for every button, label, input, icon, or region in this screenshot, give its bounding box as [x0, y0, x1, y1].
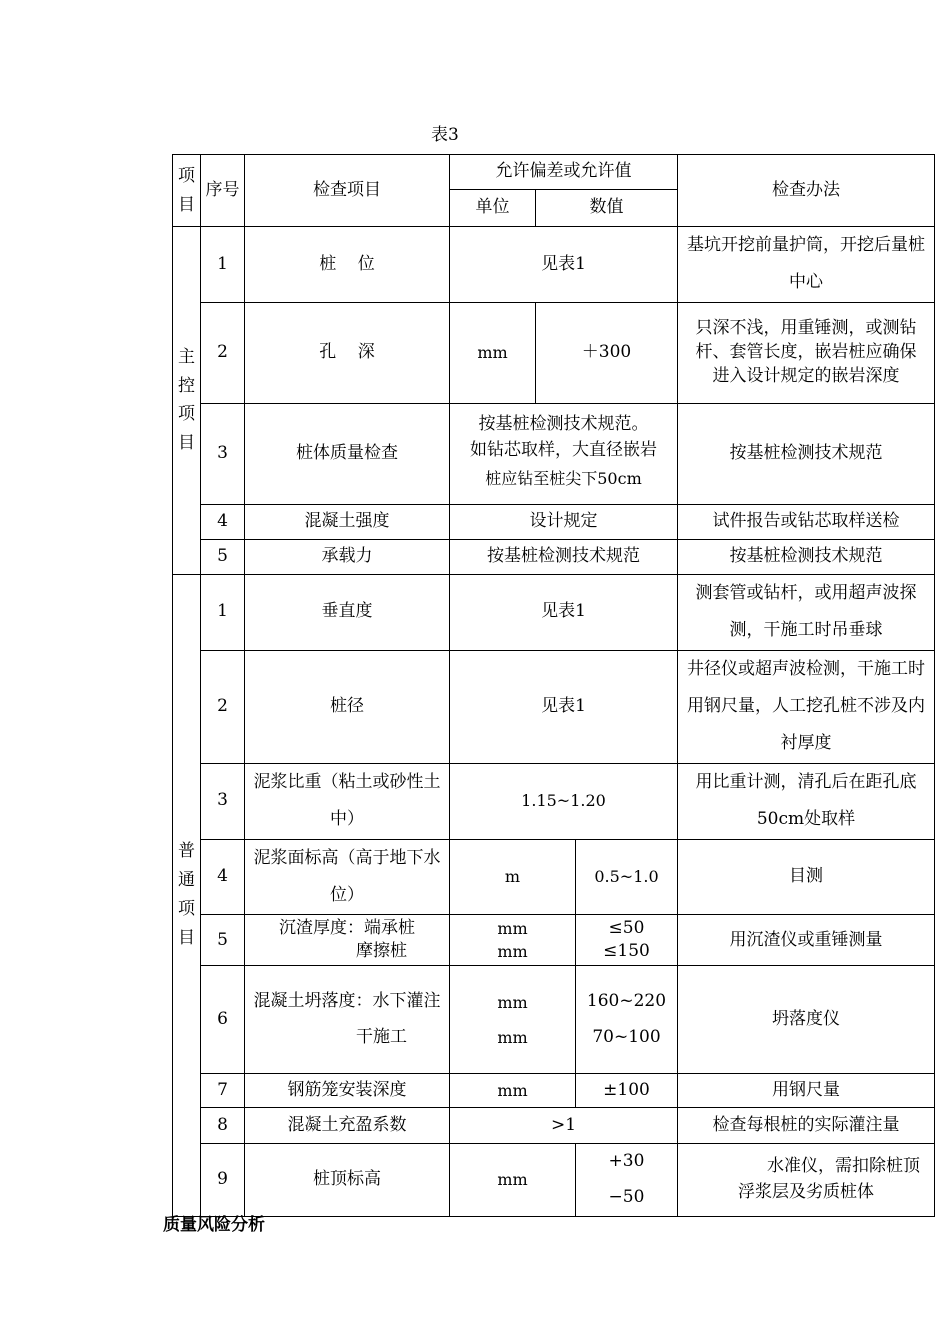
item-cell: 桩顶标高 — [245, 1144, 450, 1216]
table-row — [173, 966, 935, 1074]
value-cell — [576, 1144, 678, 1216]
item-cell — [245, 915, 450, 966]
method-cell: 用沉渣仪或重锤测量 — [678, 915, 935, 966]
table-caption: 表3 — [431, 125, 459, 145]
unit-cell: m — [450, 839, 576, 915]
method-cell: 用比重计测，清孔后在距孔底50cm处取样 — [678, 763, 935, 839]
table-row — [173, 915, 935, 966]
group-main: 主控项目 — [173, 227, 201, 575]
value-line: 70~100 — [592, 1026, 661, 1047]
method-line: 水准仪，需扣除桩顶 — [767, 1156, 920, 1177]
method-cell: 检查每根桩的实际灌注量 — [678, 1108, 935, 1144]
tolerance-cell: 1.15~1.20 — [450, 763, 678, 839]
group-general: 普通项目 — [173, 574, 201, 1216]
seq-cell: 1 — [201, 574, 245, 650]
table-row — [173, 1108, 935, 1144]
header-unit: 单位 — [450, 190, 536, 227]
seq-cell: 9 — [201, 1144, 245, 1216]
tolerance-cell: 见表1 — [450, 650, 678, 763]
method-cell — [678, 1144, 935, 1216]
seq-cell: 6 — [201, 966, 245, 1074]
unit-cell — [450, 966, 576, 1074]
table-row — [173, 302, 935, 403]
table-row — [173, 574, 935, 650]
seq-cell: 1 — [201, 227, 245, 303]
value-cell: 0.5~1.0 — [576, 839, 678, 915]
value-line: 160~220 — [586, 991, 667, 1012]
item-cell: 泥浆比重（粘土或砂性土中） — [245, 763, 450, 839]
header-row — [173, 155, 935, 190]
method-cell: 基坑开挖前量护筒，开挖后量桩中心 — [678, 227, 935, 303]
item-cell: 桩 位 — [245, 227, 450, 303]
item-line: 干施工 — [356, 1026, 407, 1047]
table-row — [173, 1144, 935, 1216]
tolerance-line: 按基桩检测技术规范。 — [478, 414, 649, 435]
seq-cell: 4 — [201, 839, 245, 915]
method-line: 进入设计规定的嵌岩深度 — [712, 365, 900, 386]
table-row — [173, 539, 935, 574]
value-cell — [576, 915, 678, 966]
seq-cell: 5 — [201, 915, 245, 966]
item-cell: 泥浆面标高（高于地下水位） — [245, 839, 450, 915]
table-row — [173, 403, 935, 504]
item-line: 摩擦桩 — [356, 941, 407, 962]
seq-cell: 4 — [201, 504, 245, 539]
value-cell: ＋300 — [536, 302, 678, 403]
table-row — [173, 504, 935, 539]
value-line: +30 — [608, 1151, 645, 1172]
section-heading: 质量风险分析 — [163, 1215, 265, 1235]
item-cell: 混凝土强度 — [245, 504, 450, 539]
seq-cell: 3 — [201, 763, 245, 839]
method-cell: 井径仪或超声波检测，干施工时用钢尺量，人工挖孔桩不涉及内衬厚度 — [678, 650, 935, 763]
unit-cell: mm — [450, 302, 536, 403]
seq-cell: 5 — [201, 539, 245, 574]
unit-cell — [450, 915, 576, 966]
header-value: 数值 — [536, 190, 678, 227]
header-item: 检查项目 — [245, 155, 450, 227]
unit-line: mm — [497, 992, 528, 1012]
table-row — [173, 227, 935, 303]
unit-cell: mm — [450, 1144, 576, 1216]
method-line: 浮浆层及劣质桩体 — [738, 1181, 874, 1202]
header-seq: 序号 — [201, 155, 245, 227]
item-line: 混凝土坍落度：水下灌注 — [253, 991, 441, 1012]
method-cell: 测套管或钻杆，或用超声波探测，干施工时吊垂球 — [678, 574, 935, 650]
seq-cell: 8 — [201, 1108, 245, 1144]
table-row — [173, 1074, 935, 1108]
item-cell: 桩径 — [245, 650, 450, 763]
item-cell: 承载力 — [245, 539, 450, 574]
seq-cell: 2 — [201, 650, 245, 763]
method-cell — [678, 302, 935, 403]
method-cell: 按基桩检测技术规范 — [678, 403, 935, 504]
method-cell: 目测 — [678, 839, 935, 915]
tolerance-cell: 按基桩检测技术规范 — [450, 539, 678, 574]
unit-line: mm — [497, 1027, 528, 1047]
value-cell: ±100 — [576, 1074, 678, 1108]
method-line: 只深不浅，用重锤测，或测钻杆、套管长度，嵌岩桩应确保 — [695, 318, 917, 362]
table-row — [173, 839, 935, 915]
item-cell: 桩体质量检查 — [245, 403, 450, 504]
method-cell: 用钢尺量 — [678, 1074, 935, 1108]
item-cell: 混凝土充盈系数 — [245, 1108, 450, 1144]
tolerance-cell: 见表1 — [450, 574, 678, 650]
item-cell: 垂直度 — [245, 574, 450, 650]
tolerance-cell — [450, 403, 678, 504]
seq-cell: 3 — [201, 403, 245, 504]
table-row — [173, 650, 935, 763]
method-cell: 坍落度仪 — [678, 966, 935, 1074]
item-cell: 钢筋笼安装深度 — [245, 1074, 450, 1108]
item-line: 沉渣厚度：端承桩 — [279, 918, 415, 939]
tolerance-cell: 设计规定 — [450, 504, 678, 539]
tolerance-cell: 见表1 — [450, 227, 678, 303]
header-method: 检查办法 — [678, 155, 935, 227]
method-cell: 试件报告或钻芯取样送检 — [678, 504, 935, 539]
value-line: ≤150 — [603, 941, 650, 962]
header-group: 项目 — [173, 155, 201, 227]
unit-line: mm — [497, 942, 528, 962]
value-cell — [576, 966, 678, 1074]
item-cell: 孔 深 — [245, 302, 450, 403]
unit-line: mm — [497, 919, 528, 939]
header-tolerance: 允许偏差或允许值 — [450, 155, 678, 190]
table-row — [173, 763, 935, 839]
inspection-table — [172, 154, 935, 1217]
seq-cell: 7 — [201, 1074, 245, 1108]
value-line: −50 — [608, 1186, 645, 1207]
item-cell — [245, 966, 450, 1074]
unit-cell: mm — [450, 1074, 576, 1108]
seq-cell: 2 — [201, 302, 245, 403]
tolerance-cell: >1 — [450, 1108, 678, 1144]
method-cell: 按基桩检测技术规范 — [678, 539, 935, 574]
tolerance-line: 如钻芯取样，大直径嵌岩 — [470, 439, 657, 460]
tolerance-line: 桩应钻至桩尖下50cm — [485, 469, 642, 489]
value-line: ≤50 — [608, 918, 645, 939]
